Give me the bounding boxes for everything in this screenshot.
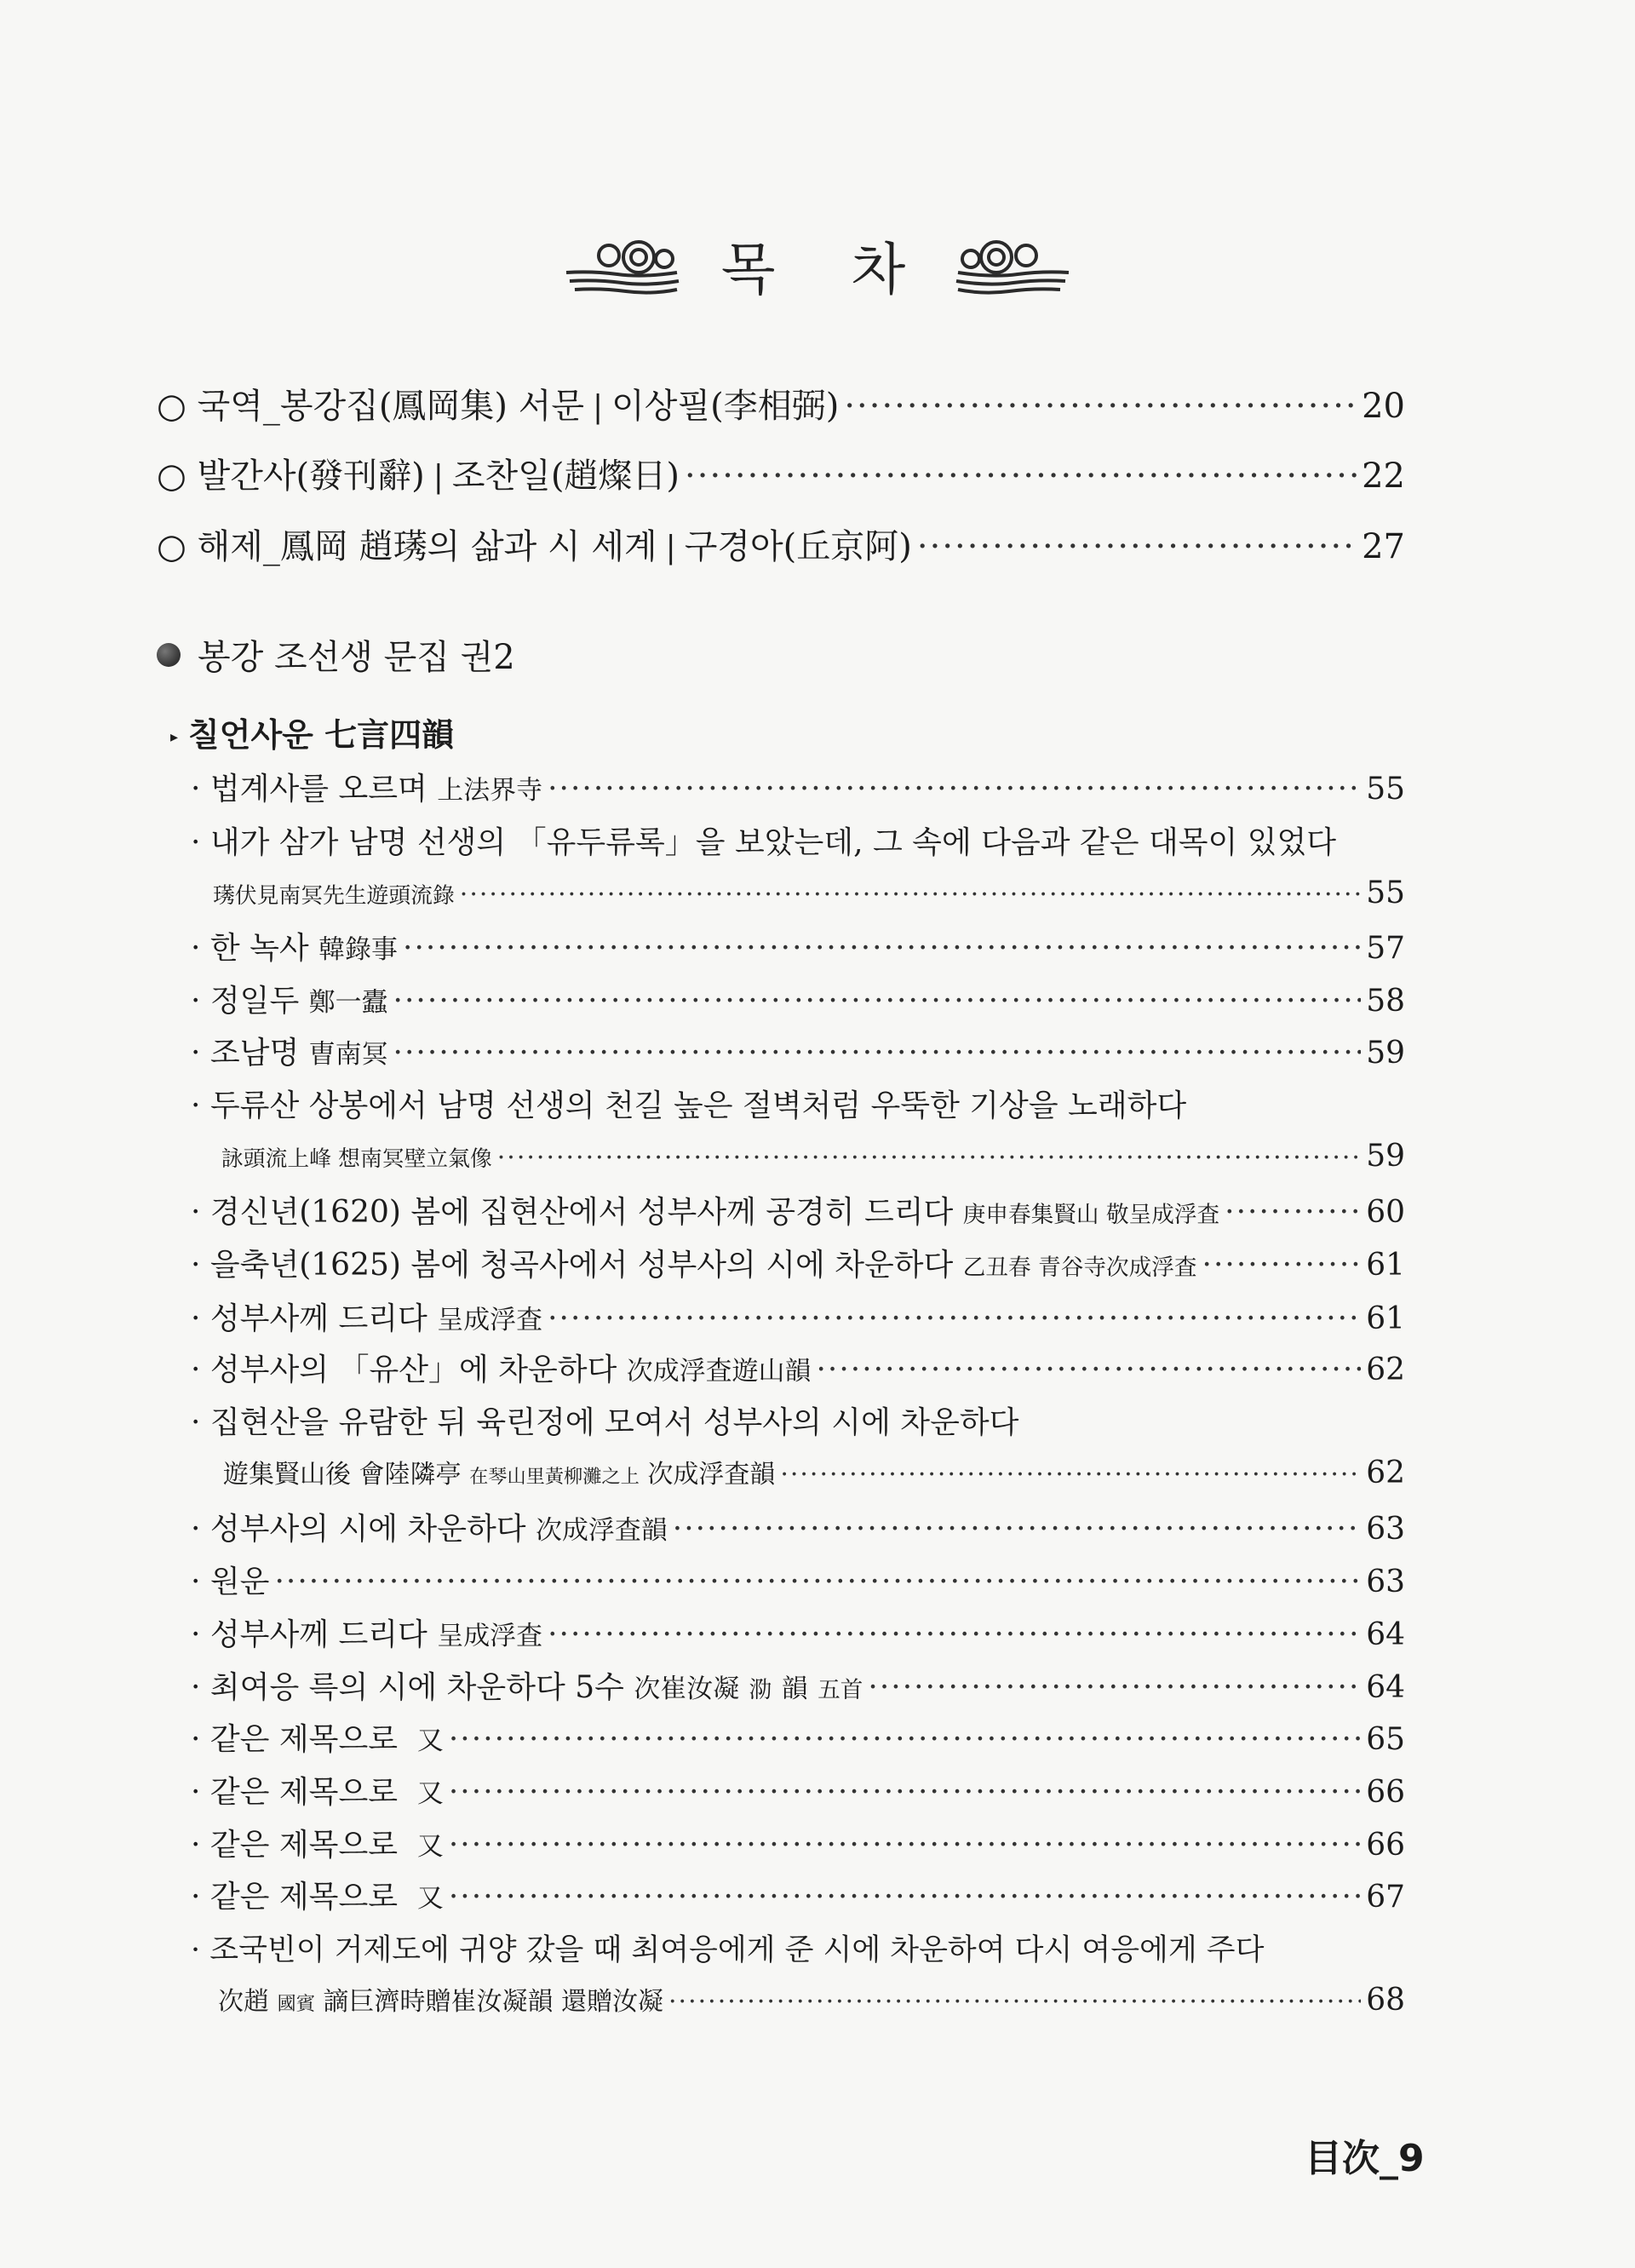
toc-author: 조찬일(趙燦日) xyxy=(451,456,680,496)
toc-author: 이상필(李相弼) xyxy=(611,387,840,426)
leader-dots xyxy=(449,1722,1361,1757)
toc-entry[interactable]: · 같은 제목으로 又 ····· 66 xyxy=(191,1821,1405,1864)
toc-entry[interactable]: · 한 녹사 韓錄事 ····· 57 xyxy=(191,924,1405,967)
leader-dots xyxy=(868,1670,1361,1705)
page-number: 63 xyxy=(1366,1512,1405,1547)
toc-entry-title-line[interactable]: · 두류산 상봉에서 남명 선생의 천길 높은 절벽처럼 우뚝한 기상을 노래하다 xyxy=(191,1088,1187,1123)
toc-title: 국역_봉강집(鳳岡集) 서문 xyxy=(197,387,585,426)
page-number: 64 xyxy=(1366,1617,1405,1652)
page-number: 61 xyxy=(1366,1248,1405,1283)
page-number: 65 xyxy=(1366,1722,1405,1757)
leader-dots xyxy=(403,931,1361,966)
toc-entry-title-line[interactable]: · 내가 삼가 남명 선생의 「유두류록」을 보았는데, 그 속에 다음과 같은 대목이 있었다 xyxy=(191,825,1337,860)
page-number: 55 xyxy=(1366,772,1405,807)
leader-dots xyxy=(548,1301,1361,1336)
leader-dots xyxy=(816,1352,1361,1387)
page-number: 62 xyxy=(1366,1352,1405,1387)
circle-marker: ○ xyxy=(157,527,186,566)
page-number: 66 xyxy=(1366,1775,1405,1810)
leader-dots xyxy=(668,1987,1361,2017)
toc-entry-subline[interactable]: 詠頭流上峰 想南冥壁立氣像 ····· 59 xyxy=(221,1139,1405,1174)
toc-entry[interactable]: · 원운 ····· 63 xyxy=(191,1558,1405,1601)
leader-dots xyxy=(497,1143,1361,1173)
page-title: 목 차 xyxy=(720,236,935,302)
leader-dots xyxy=(460,880,1361,910)
toc-entry[interactable]: · 같은 제목으로 又 ····· 66 xyxy=(191,1768,1405,1812)
toc-entry[interactable]: · 성부사의 시에 차운하다 次成浮査韻 ····· 63 xyxy=(191,1505,1405,1548)
toc-entry[interactable]: · 성부사께 드리다 呈成浮査 ····· 64 xyxy=(191,1611,1405,1654)
leader-dots xyxy=(449,1828,1361,1863)
page-number: 60 xyxy=(1366,1195,1405,1230)
toc-entry-title-line[interactable]: · 집현산을 유람한 뒤 육린정에 모여서 성부사의 시에 차운하다 xyxy=(191,1405,1019,1440)
leader-dots xyxy=(548,1617,1361,1652)
toc-entry[interactable]: · 성부사의 「유산」에 차운하다 次成浮査遊山韻 ····· 62 xyxy=(191,1346,1405,1389)
page-number: 59 xyxy=(1366,1036,1405,1071)
toc-entry[interactable]: · 같은 제목으로 又 ····· 67 xyxy=(191,1873,1405,1916)
leader-dots xyxy=(449,1880,1361,1915)
toc-entry-subline[interactable]: 遊集賢山後 會陸隣亭 在琴山里黃柳灘之上 次成浮査韻 ····· 62 xyxy=(223,1453,1405,1490)
page-number: 59 xyxy=(1366,1139,1405,1174)
toc-entry[interactable]: · 같은 제목으로 又 ····· 65 xyxy=(191,1715,1405,1759)
cloud-ornament-left-icon xyxy=(558,230,686,298)
toc-title: 해제_鳳岡 趙璓의 삶과 시 세계 xyxy=(197,527,657,566)
toc-entry[interactable]: · 성부사께 드리다 呈成浮査 ····· 61 xyxy=(191,1295,1405,1338)
page-number: 68 xyxy=(1366,1983,1405,2018)
filled-circle-icon xyxy=(157,643,181,667)
page-number: 58 xyxy=(1366,984,1405,1019)
toc-entry[interactable]: · 을축년(1625) 봄에 청곡사에서 성부사의 시에 차운하다 乙丑春 青谷寺次成浮査 ····· 61 xyxy=(191,1241,1405,1284)
page-number: 22 xyxy=(1362,456,1405,496)
leader-dots xyxy=(449,1775,1361,1810)
cloud-ornament-right-icon xyxy=(949,230,1077,298)
toc-row-preface[interactable]: ○ 국역_봉강집(鳳岡集) 서문 | 이상필(李相弼) ····· 20 xyxy=(157,379,1405,428)
leader-dots xyxy=(673,1512,1361,1547)
section-heading xyxy=(157,630,515,679)
page-number: 62 xyxy=(1366,1456,1405,1490)
leader-dots xyxy=(917,527,1357,566)
toc-entry[interactable]: · 법계사를 오르며 上法界寺 ····· 55 xyxy=(191,765,1405,808)
page-number: 64 xyxy=(1366,1670,1405,1705)
toc-author: 구경아(丘京阿) xyxy=(684,527,912,566)
leader-dots xyxy=(1202,1248,1362,1283)
leader-dots xyxy=(844,387,1357,426)
page-number: 67 xyxy=(1366,1880,1405,1915)
leader-dots xyxy=(274,1565,1361,1599)
leader-dots xyxy=(548,772,1361,807)
page-number: 27 xyxy=(1362,527,1405,566)
circle-marker: ○ xyxy=(157,387,186,426)
triangle-bullet-icon: ▸ xyxy=(170,728,179,746)
leader-dots xyxy=(780,1460,1361,1490)
toc-entry[interactable]: · 최여응 륵의 시에 차운하다 5수 次崔汝凝 泐 韻 五首 ····· 64 xyxy=(191,1663,1405,1707)
leader-dots xyxy=(393,1036,1362,1071)
toc-entry[interactable]: · 경신년(1620) 봄에 집현산에서 성부사께 공경히 드리다 庚申春集賢山 敬呈成浮査 ····· 60 xyxy=(191,1188,1405,1232)
subsection-title: 칠언사운 七言四韻 xyxy=(188,716,455,754)
leader-dots xyxy=(393,984,1362,1019)
section-title: 봉강 조선생 문집 권2 xyxy=(198,638,515,677)
page-number: 57 xyxy=(1366,931,1405,966)
toc-entry[interactable]: · 정일두 鄭一蠹 ····· 58 xyxy=(191,977,1405,1020)
toc-row-publication-note[interactable]: ○ 발간사(發刊辭) | 조찬일(趙燦日) ····· 22 xyxy=(157,449,1405,497)
toc-entry-subline[interactable]: 次趙 國賓 謫巨濟時贈崔汝凝韻 還贈汝凝 ····· 68 xyxy=(218,1980,1405,2018)
page-number: 55 xyxy=(1366,876,1405,910)
circle-marker: ○ xyxy=(157,456,186,496)
toc-entry-subline[interactable]: 璓伏見南冥先生遊頭流錄 ····· 55 xyxy=(213,876,1405,910)
page-footer: 目次_9 xyxy=(1305,2137,1425,2180)
toc-row-introduction[interactable]: ○ 해제_鳳岡 趙璓의 삶과 시 세계 | 구경아(丘京阿) ····· 27 xyxy=(157,520,1405,568)
toc-header xyxy=(0,217,1635,311)
page-number: 63 xyxy=(1366,1565,1405,1599)
leader-dots xyxy=(685,456,1357,496)
page-number: 66 xyxy=(1366,1828,1405,1863)
page-number: 61 xyxy=(1366,1301,1405,1336)
toc-entry-title-line[interactable]: · 조국빈이 거제도에 귀양 갔을 때 최여응에게 준 시에 차운하여 다시 여응에게 주다 xyxy=(191,1933,1265,1967)
toc-entry[interactable]: · 조남명 曺南冥 ····· 59 xyxy=(191,1029,1405,1072)
toc-title: 발간사(發刊辭) xyxy=(197,456,425,496)
leader-dots xyxy=(1225,1195,1361,1230)
page-number: 20 xyxy=(1362,387,1405,426)
subsection-heading xyxy=(170,709,454,755)
